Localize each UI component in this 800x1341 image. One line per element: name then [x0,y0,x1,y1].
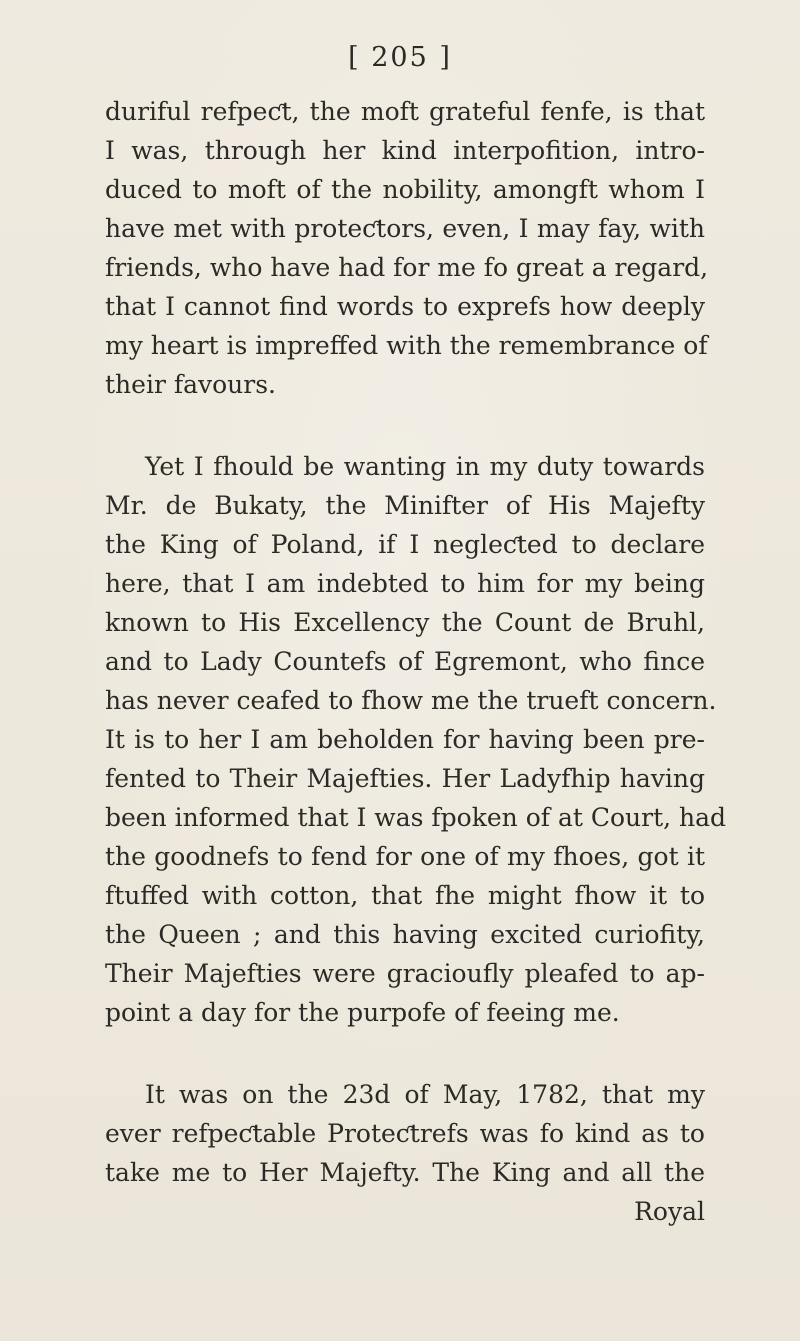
text-line: has never ceafed to fhow me the trueft concern. [105,686,717,715]
text-line: here, that I am indebted to him for my being [105,569,705,598]
page-number: [ 205 ] [348,42,452,73]
text-line: It is to her I am beholden for having been pre- [105,725,705,754]
text-line: that I cannot find words to exprefs how deeply [105,292,705,321]
body-text [105,92,727,1231]
text-line: I was, through her kind interpofition, intro- [105,136,705,165]
text-line: have met with proteƈtors, even, I may fay, with [105,214,705,243]
text-line: friends, who have had for me fo great a regard, [105,253,709,282]
text-line: Their Majefties were gracioufly pleafed to ap- [105,959,705,988]
text-line: It was on the 23d of May, 1782, that my [145,1080,705,1109]
text-line: duced to moft of the nobility, amongft whom I [105,175,705,204]
text-line: and to Lady Countefs of Egremont, who fince [105,647,705,676]
text-line: the King of Poland, if I negleƈted to declare [105,530,705,559]
text-line: the Queen ; and this having excited curiofity, [105,920,705,949]
paragraph-3 [105,1075,705,1231]
paragraph-gap [105,404,705,447]
text-line: fented to Their Majefties. Her Ladyfhip having [105,764,705,793]
paragraph-2 [105,447,727,1032]
text-line: duriful refpeƈt, the moft grateful fenfe, is that [105,97,705,126]
catchword: Royal [634,1197,705,1226]
paragraph-gap [105,1032,705,1075]
text-line: been informed that I was fpoken of at Court, had [105,803,727,832]
text-line: their favours. [105,370,276,399]
text-line: my heart is impreffed with the remembrance of [105,331,708,360]
text-line: ever refpeƈtable Proteƈtrefs was fo kind as to [105,1119,705,1148]
text-line: take me to Her Majefty. The King and all the [105,1158,705,1187]
text-line: Mr. de Bukaty, the Minifter of His Majefty [105,491,705,520]
text-line: ftuffed with cotton, that fhe might fhow it to [105,881,705,910]
text-line: the goodnefs to fend for one of my fhoes, got it [105,842,705,871]
paragraph-1 [105,92,709,404]
text-line: known to His Excellency the Count de Bruhl, [105,608,705,637]
text-line: point a day for the purpofe of feeing me. [105,998,620,1027]
text-line: Yet I fhould be wanting in my duty towards [145,452,705,481]
